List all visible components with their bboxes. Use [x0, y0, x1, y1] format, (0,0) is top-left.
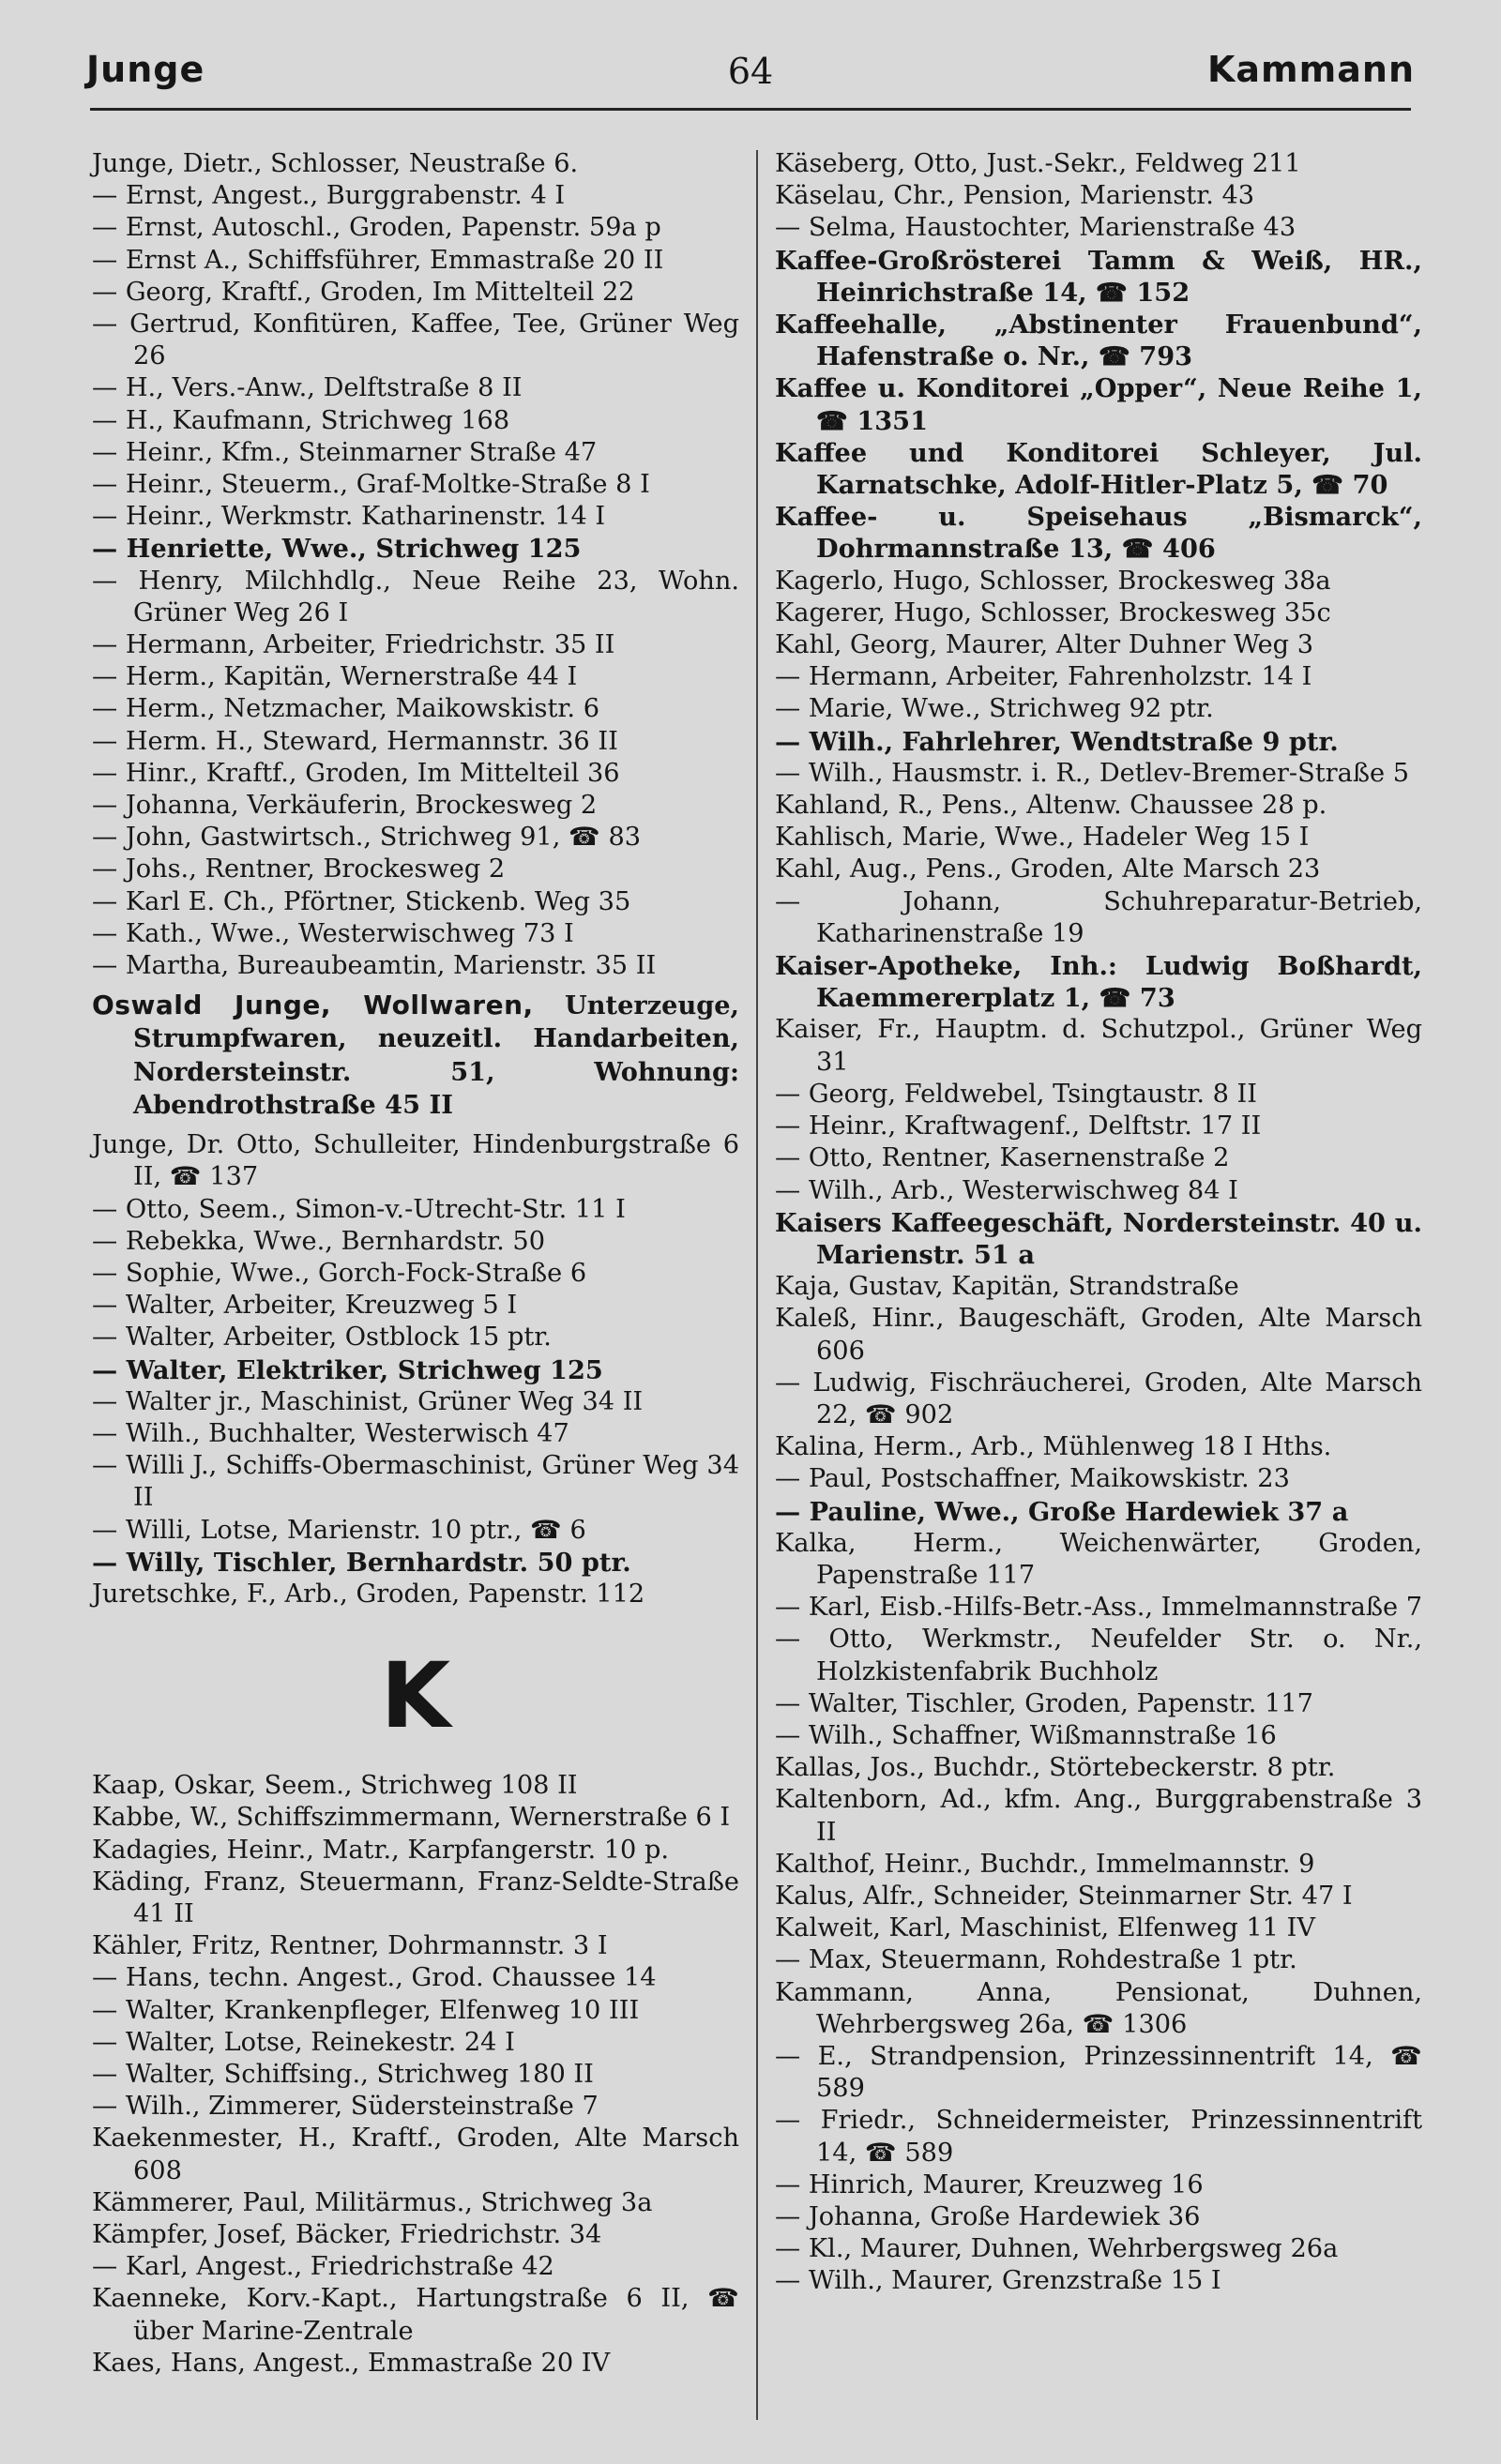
directory-entry: — Johs., Rentner, Brockesweg 2	[92, 854, 506, 884]
directory-entry: — Ludwig, Fischräucherei, Groden, Alte Marsch 22, ☎ 902	[775, 1368, 1422, 1429]
directory-entry: — Wilh., Maurer, Grenzstraße 15 I	[775, 2266, 1221, 2296]
directory-entry: — Karl, Angest., Friedrichstraße 42	[92, 2252, 554, 2282]
directory-entry: Kaekenmester, H., Kraftf., Groden, Alte Marsch 608	[92, 2124, 739, 2185]
directory-entry: — Johanna, Große Hardewiek 36	[775, 2202, 1201, 2231]
directory-entry: — Kath., Wwe., Westerwischweg 73 I	[92, 918, 574, 948]
directory-entry: — Hinrich, Maurer, Kreuzweg 16	[775, 2169, 1204, 2199]
right-column	[775, 148, 1422, 2298]
directory-entry: — Hans, techn. Angest., Grod. Chaussee 14	[92, 1963, 657, 1993]
directory-entry: — Herm. H., Steward, Hermannstr. 36 II	[92, 726, 618, 756]
directory-entry: — Gertrud, Konfitüren, Kaffee, Tee, Grüner Weg 26	[92, 310, 739, 371]
directory-entry: — Pauline, Wwe., Große Hardewiek 37 a	[775, 1496, 1349, 1527]
directory-entry: Kaffeehalle, „Abstinenter Frauenbund“, Hafenstraße o. Nr., ☎ 793	[775, 310, 1422, 372]
directory-entry: Kalweit, Karl, Maschinist, Elfenweg 11 IV	[775, 1913, 1315, 1943]
directory-entry: Kämpfer, Josef, Bäcker, Friedrichstr. 34	[92, 2219, 602, 2249]
directory-entry: — Walter, Arbeiter, Kreuzweg 5 I	[92, 1291, 518, 1321]
directory-entry: Kahl, Aug., Pens., Groden, Alte Marsch 23	[775, 854, 1321, 884]
directory-entry: — Otto, Werkmstr., Neufelder Str. o. Nr., Holzkistenfabrik Buchholz	[775, 1625, 1422, 1686]
directory-entry: — Walter, Tischler, Groden, Papenstr. 117	[775, 1688, 1313, 1718]
directory-entry: — Herm., Netzmacher, Maikowskistr. 6	[92, 694, 600, 724]
page-header	[86, 49, 1415, 105]
directory-entry: — Walter, Arbeiter, Ostblock 15 ptr.	[92, 1323, 552, 1353]
page-number: 64	[727, 51, 774, 92]
directory-entry: Kämmerer, Paul, Militärmus., Strichweg 3a	[92, 2187, 653, 2217]
directory-entry: — Otto, Seem., Simon-v.-Utrecht-Str. 11 I	[92, 1194, 626, 1224]
directory-entry: — Sophie, Wwe., Gorch-Fock-Straße 6	[92, 1258, 587, 1288]
directory-entry: — Heinr., Kfm., Steinmarner Straße 47	[92, 437, 598, 467]
advert-details: Unterzeuge, Strumpfwaren, neuzeitl. Handarbeiten, Nordersteinstr. 51, Wohnung: Abendrothstraße 45 II	[133, 990, 739, 1120]
directory-entry: Kaltenborn, Ad., kfm. Ang., Burggrabenstraße 3 II	[775, 1785, 1422, 1847]
directory-entry: — Henry, Milchhdlg., Neue Reihe 23, Wohn. Grüner Weg 26 I	[92, 566, 739, 627]
directory-entry: — Rebekka, Wwe., Bernhardstr. 50	[92, 1226, 546, 1256]
directory-entry: — Heinr., Werkmstr. Katharinenstr. 14 I	[92, 502, 606, 532]
directory-entry: — H., Kaufmann, Strichweg 168	[92, 405, 510, 435]
directory-entry: — Hermann, Arbeiter, Friedrichstr. 35 II	[92, 630, 615, 660]
directory-entry: Käding, Franz, Steuermann, Franz-Seldte-Straße 41 II	[92, 1867, 739, 1928]
directory-entry: — Wilh., Fahrlehrer, Wendtstraße 9 ptr.	[775, 726, 1339, 757]
directory-entry: — Wilh., Hausmstr. i. R., Detlev-Bremer-Straße 5	[775, 758, 1410, 788]
directory-entry: Kaisers Kaffeegeschäft, Nordersteinstr. 40 u. Marienstr. 51 a	[775, 1207, 1422, 1270]
directory-entry: — Karl, Eisb.-Hilfs-Betr.-Ass., Immelmannstraße 7	[775, 1593, 1423, 1623]
column-divider	[756, 150, 758, 2420]
directory-entry: Junge, Dietr., Schlosser, Neustraße 6.	[92, 149, 579, 178]
directory-entry: Kaffee-Großrösterei Tamm & Weiß, HR., Heinrichstraße 14, ☎ 152	[775, 245, 1422, 308]
directory-entry: — Hermann, Arbeiter, Fahrenholzstr. 14 I	[775, 662, 1312, 692]
directory-entry: — Selma, Haustochter, Marienstraße 43	[775, 213, 1296, 243]
directory-entry: — Willi J., Schiffs-Obermaschinist, Grüner Weg 34 II	[92, 1451, 739, 1513]
directory-entry: — Ernst, Angest., Burggrabenstr. 4 I	[92, 181, 566, 211]
header-right-keyword: Kammann	[1206, 49, 1415, 90]
directory-entry: Kaiser, Fr., Hauptm. d. Schutzpol., Grüner Weg 31	[775, 1015, 1422, 1077]
directory-entry: — Heinr., Steuerm., Graf-Moltke-Straße 8 I	[92, 470, 650, 500]
advert-name: Oswald Junge, Wollwaren,	[92, 990, 534, 1021]
directory-entry: — Willi, Lotse, Marienstr. 10 ptr., ☎ 6	[92, 1515, 586, 1545]
directory-entry: — Wilh., Arb., Westerwischweg 84 I	[775, 1175, 1238, 1205]
directory-entry	[92, 982, 739, 1129]
directory-entry: Kahlisch, Marie, Wwe., Hadeler Weg 15 I	[775, 823, 1310, 853]
directory-entry: Juretschke, F., Arb., Groden, Papenstr. 112	[92, 1579, 645, 1609]
header-rule	[90, 108, 1411, 111]
directory-entry: — Herm., Kapitän, Wernerstraße 44 I	[92, 662, 578, 692]
directory-entry: Kalka, Herm., Weichenwärter, Groden, Papenstraße 117	[775, 1528, 1422, 1590]
section-letter: K	[380, 1643, 451, 1749]
directory-entry: Kaffee und Konditorei Schleyer, Jul. Karnatschke, Adolf-Hitler-Platz 5, ☎ 70	[775, 437, 1422, 501]
directory-entry: Kahl, Georg, Maurer, Alter Duhner Weg 3	[775, 630, 1314, 660]
directory-entry: — Georg, Kraftf., Groden, Im Mittelteil 22	[92, 277, 635, 307]
directory-entry: — Walter, Krankenpfleger, Elfenweg 10 III	[92, 1995, 640, 2025]
directory-entry: Kaes, Hans, Angest., Emmastraße 20 IV	[92, 2348, 611, 2378]
directory-entry: Kaenneke, Korv.-Kapt., Hartungstraße 6 II, ☎ über Marine-Zentrale	[92, 2284, 739, 2346]
directory-entry: — Walter, Elektriker, Strichweg 125	[92, 1354, 603, 1385]
directory-entry: Kammann, Anna, Pensionat, Duhnen, Wehrbergsweg 26a, ☎ 1306	[775, 1977, 1422, 2039]
directory-entry: Kabbe, W., Schiffszimmermann, Wernerstraße 6 I	[92, 1803, 731, 1833]
directory-entry: Kahland, R., Pens., Altenw. Chaussee 28 p.	[775, 791, 1327, 821]
directory-entry: — Walter, Schiffsing., Strichweg 180 II	[92, 2059, 594, 2089]
directory-entry: — Henriette, Wwe., Strichweg 125	[92, 534, 582, 565]
directory-entry: — Willy, Tischler, Bernhardstr. 50 ptr.	[92, 1547, 631, 1578]
directory-entry: — John, Gastwirtsch., Strichweg 91, ☎ 83	[92, 823, 642, 853]
directory-entry: — Hinr., Kraftf., Groden, Im Mittelteil 36	[92, 758, 620, 788]
directory-entry: — E., Strandpension, Prinzessinnentrift 14, ☎ 589	[775, 2041, 1422, 2104]
directory-entry: Kaffee u. Konditorei „Opper“, Neue Reihe 1, ☎ 1351	[775, 373, 1422, 436]
directory-entry: — Johann, Schuhreparatur-Betrieb, Katharinenstraße 19	[775, 886, 1422, 948]
header-left-keyword: Junge	[86, 49, 205, 90]
directory-entry: Käselau, Chr., Pension, Marienstr. 43	[775, 181, 1255, 211]
directory-entry: — Wilh., Zimmerer, Südersteinstraße 7	[92, 2092, 599, 2122]
directory-entry: — Georg, Feldwebel, Tsingtaustr. 8 II	[775, 1079, 1258, 1109]
directory-entry: Kaiser-Apotheke, Inh.: Ludwig Boßhardt, Kaemmererplatz 1, ☎ 73	[775, 951, 1422, 1014]
directory-entry: — Karl E. Ch., Pförtner, Stickenb. Weg 35	[92, 886, 631, 916]
directory-entry: — Walter, Lotse, Reinekestr. 24 I	[92, 2027, 515, 2057]
directory-entry: Junge, Dr. Otto, Schulleiter, Hindenburgstraße 6 II, ☎ 137	[92, 1130, 739, 1192]
directory-entry: — Ernst A., Schiffsführer, Emmastraße 20 II	[92, 245, 664, 275]
directory-entry: Kaap, Oskar, Seem., Strichweg 108 II	[92, 1771, 578, 1801]
directory-entry: Kagerer, Hugo, Schlosser, Brockesweg 35c	[775, 597, 1331, 627]
directory-entry: Kagerlo, Hugo, Schlosser, Brockesweg 38a	[775, 566, 1331, 596]
directory-entry: — H., Vers.-Anw., Delftstraße 8 II	[92, 373, 523, 403]
directory-entry: — Friedr., Schneidermeister, Prinzessinnentrift 14, ☎ 589	[775, 2106, 1422, 2168]
directory-entry: — Kl., Maurer, Duhnen, Wehrbergsweg 26a	[775, 2234, 1339, 2264]
directory-entry: — Wilh., Buchhalter, Westerwisch 47	[92, 1418, 569, 1448]
directory-entry: — Walter jr., Maschinist, Grüner Weg 34 II	[92, 1386, 644, 1416]
directory-entry: Kalus, Alfr., Schneider, Steinmarner Str. 47 I	[775, 1881, 1353, 1911]
directory-entry: — Ernst, Autoschl., Groden, Papenstr. 59a p	[92, 213, 661, 243]
directory-entry: Kalina, Herm., Arb., Mühlenweg 18 I Hths.	[775, 1432, 1332, 1462]
directory-entry: Kähler, Fritz, Rentner, Dohrmannstr. 3 I	[92, 1931, 608, 1961]
directory-entry: — Martha, Bureaubeamtin, Marienstr. 35 II	[92, 951, 657, 981]
directory-entry: — Wilh., Schaffner, Wißmannstraße 16	[775, 1720, 1277, 1750]
directory-entry: — Paul, Postschaffner, Maikowskistr. 23	[775, 1464, 1290, 1494]
directory-entry: — Heinr., Kraftwagenf., Delftstr. 17 II	[775, 1111, 1262, 1141]
directory-entry: Kaja, Gustav, Kapitän, Strandstraße	[775, 1272, 1239, 1302]
left-column	[92, 148, 739, 2380]
directory-entry: — Max, Steuermann, Rohdestraße 1 ptr.	[775, 1945, 1297, 1975]
directory-entry: Kaffee- u. Speisehaus „Bismarck“, Dohrmannstraße 13, ☎ 406	[775, 502, 1422, 565]
directory-entry: — Otto, Rentner, Kasernenstraße 2	[775, 1143, 1230, 1173]
directory-entry: — Johanna, Verkäuferin, Brockesweg 2	[92, 791, 598, 821]
directory-entry: Kallas, Jos., Buchdr., Störtebeckerstr. 8 ptr.	[775, 1753, 1336, 1783]
directory-entry: Kadagies, Heinr., Matr., Karpfangerstr. 10 p.	[92, 1835, 670, 1865]
directory-entry: — Marie, Wwe., Strichweg 92 ptr.	[775, 694, 1214, 724]
directory-entry: Kaleß, Hinr., Baugeschäft, Groden, Alte Marsch 606	[775, 1304, 1422, 1366]
directory-entry: Käseberg, Otto, Just.-Sekr., Feldweg 211	[775, 149, 1301, 178]
directory-entry: Kalthof, Heinr., Buchdr., Immelmannstr. 9	[775, 1849, 1315, 1879]
